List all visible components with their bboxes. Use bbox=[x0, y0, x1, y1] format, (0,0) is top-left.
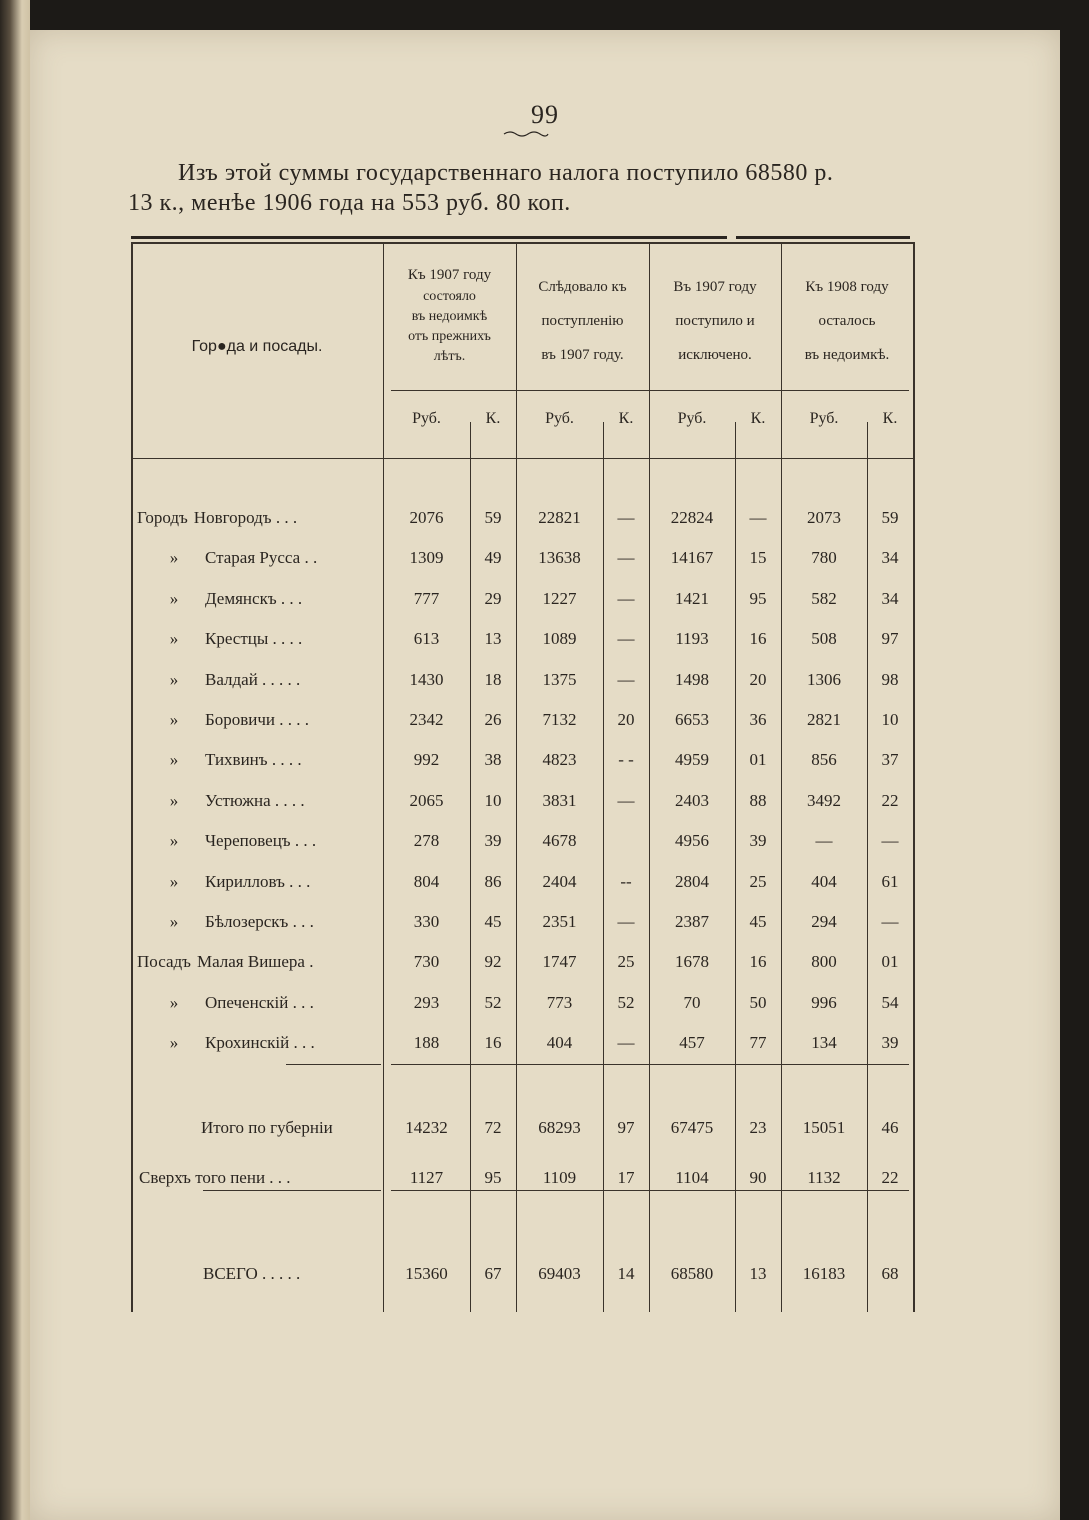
table-cell: 188 bbox=[413, 1033, 440, 1053]
paragraph-line-1: Изъ этой суммы государственнаго налога поступило 68580 р. bbox=[178, 160, 834, 186]
row-label: Итого по губерніи bbox=[201, 1118, 333, 1137]
table-cell: 14167 bbox=[670, 548, 714, 568]
row-name bbox=[131, 579, 395, 619]
row-label: Тихвинъ . . . . bbox=[205, 750, 302, 770]
table-cell: 23 bbox=[749, 1118, 767, 1137]
row-name bbox=[131, 983, 395, 1023]
table-cell: 1309 bbox=[409, 548, 444, 568]
table-cell: 39 bbox=[484, 831, 502, 851]
table-cell: 16 bbox=[749, 952, 767, 972]
row-prefix: » bbox=[169, 831, 179, 851]
table-cell: 50 bbox=[749, 992, 767, 1012]
table-cell: 613 bbox=[413, 629, 440, 649]
row-label: Новгородъ . . . bbox=[193, 508, 298, 527]
table-cell: 4678 bbox=[542, 831, 577, 851]
row-prefix: » bbox=[169, 588, 179, 608]
table-cell: 34 bbox=[881, 588, 899, 608]
row-name bbox=[131, 821, 395, 861]
row-name bbox=[131, 1023, 395, 1063]
subheader-rub-3: Руб. bbox=[677, 410, 707, 427]
row-label: Старая Русса . . bbox=[205, 548, 318, 568]
table-cell: — bbox=[617, 629, 635, 649]
table-cell: 49 bbox=[484, 548, 502, 568]
table-row bbox=[131, 821, 921, 861]
row-prefix: » bbox=[169, 790, 179, 810]
table-cell: 13638 bbox=[538, 548, 581, 568]
row-label: Устюжна . . . . bbox=[205, 790, 305, 810]
subheader-rub-4: Руб. bbox=[809, 410, 839, 427]
header-arrears-1907: Къ 1907 году состояло въ недоимкѣ отъ прежнихъ лѣтъ. bbox=[407, 267, 492, 364]
subheader-kop-2: К. bbox=[618, 410, 634, 427]
row-prefix: » bbox=[169, 669, 179, 689]
table-cell: 52 bbox=[484, 992, 502, 1012]
document-page bbox=[30, 30, 1060, 1520]
table-row bbox=[131, 700, 921, 740]
table-cell: 67475 bbox=[670, 1118, 714, 1137]
table-cell: - - bbox=[618, 750, 634, 770]
row-name bbox=[131, 619, 395, 659]
table-cell: 59 bbox=[484, 508, 502, 527]
table-cell: 88 bbox=[749, 790, 767, 810]
table-cell: 2821 bbox=[807, 710, 841, 729]
table-cell: 2065 bbox=[409, 790, 444, 810]
table-cell: 25 bbox=[617, 952, 635, 972]
itogo-line bbox=[391, 1064, 909, 1065]
table-cell: 97 bbox=[617, 1118, 635, 1137]
table-cell: 2403 bbox=[675, 790, 709, 810]
table-cell: 14232 bbox=[405, 1118, 448, 1137]
table-cell: — bbox=[749, 508, 767, 527]
top-rule-left bbox=[131, 236, 727, 239]
table-cell: 1089 bbox=[542, 629, 577, 649]
table-row bbox=[131, 862, 921, 902]
row-name bbox=[131, 740, 395, 780]
table-cell: 278 bbox=[413, 831, 440, 851]
table-row bbox=[131, 983, 921, 1023]
table-cell: 1227 bbox=[542, 588, 577, 608]
penalties-row bbox=[131, 1158, 921, 1198]
intro-paragraph bbox=[128, 158, 920, 218]
table-cell: 1306 bbox=[807, 669, 841, 689]
table-cell: 330 bbox=[413, 912, 440, 931]
table-cell: 294 bbox=[811, 912, 837, 931]
table-cell: — bbox=[815, 831, 833, 851]
row-label: ВСЕГО . . . . . bbox=[203, 1264, 301, 1283]
header-divider bbox=[391, 390, 909, 391]
table-cell: 1678 bbox=[675, 952, 709, 972]
table-cell: 780 bbox=[811, 548, 837, 568]
table-row bbox=[131, 619, 921, 659]
table-cell: 14 bbox=[617, 1264, 635, 1283]
table-cell: 86 bbox=[484, 871, 502, 891]
table-cell: 730 bbox=[413, 952, 440, 972]
row-label: Малая Вишера . bbox=[196, 952, 314, 972]
total-row-guberniya bbox=[131, 1108, 921, 1148]
table-row bbox=[131, 538, 921, 578]
row-name bbox=[131, 538, 395, 578]
table-cell: 16 bbox=[484, 1033, 502, 1053]
table-cell: 22 bbox=[881, 790, 899, 810]
table-cell: 2076 bbox=[409, 508, 444, 527]
table-cell: 13 bbox=[749, 1264, 767, 1283]
row-label: Череповецъ . . . bbox=[205, 831, 317, 851]
table-cell: 39 bbox=[749, 831, 767, 851]
table-cell: 1132 bbox=[807, 1168, 841, 1187]
row-label: Бѣлозерскъ . . . bbox=[205, 912, 314, 931]
table-cell: 22824 bbox=[670, 508, 714, 527]
table-cell: 800 bbox=[811, 952, 837, 972]
table-cell: 67 bbox=[484, 1264, 502, 1283]
table-cell: 293 bbox=[413, 992, 440, 1012]
table-cell: 508 bbox=[811, 629, 837, 649]
row-name bbox=[131, 781, 395, 821]
row-prefix: » bbox=[169, 871, 179, 891]
row-label: Кирилловъ . . . bbox=[205, 871, 311, 891]
table-cell: 17 bbox=[617, 1168, 635, 1187]
table-cell: 68293 bbox=[538, 1118, 581, 1137]
table-cell: 1747 bbox=[542, 952, 577, 972]
table-cell: 10 bbox=[881, 710, 899, 729]
table-cell: 52 bbox=[617, 992, 635, 1012]
table-cell: 6653 bbox=[675, 710, 709, 729]
table-cell: 22821 bbox=[538, 508, 581, 527]
row-prefix: » bbox=[169, 1033, 179, 1053]
table-cell: 16183 bbox=[802, 1264, 846, 1283]
table-cell: 1421 bbox=[675, 588, 709, 608]
page-number: 99 bbox=[531, 100, 559, 129]
row-prefix: » bbox=[169, 912, 179, 931]
header-due-1907: Слѣдовало къ поступленію въ 1907 году. bbox=[538, 279, 627, 363]
table-cell: 7132 bbox=[542, 710, 577, 729]
header-cities: Гор●да и посады. bbox=[191, 338, 323, 355]
table-cell: 2073 bbox=[807, 508, 841, 527]
table-cell: 13 bbox=[484, 629, 502, 649]
table-cell: 45 bbox=[484, 912, 502, 931]
header-received-1907: Въ 1907 году поступило и исключено. bbox=[673, 279, 757, 363]
table-cell: 36 bbox=[749, 710, 767, 729]
row-prefix: » bbox=[169, 750, 179, 770]
table-cell: — bbox=[617, 548, 635, 568]
table-cell: 39 bbox=[881, 1033, 899, 1053]
table-cell: 1109 bbox=[542, 1168, 577, 1187]
table-cell: 69403 bbox=[538, 1264, 581, 1283]
row-prefix: » bbox=[169, 710, 179, 729]
table-cell: 61 bbox=[881, 871, 899, 891]
table-cell: 77 bbox=[749, 1033, 767, 1053]
table-cell: 1193 bbox=[675, 629, 709, 649]
subheader-bottom-line bbox=[131, 458, 915, 459]
subheader-rub-2: Руб. bbox=[545, 410, 574, 427]
table-cell: 773 bbox=[546, 992, 573, 1012]
table-cell: 2387 bbox=[675, 912, 709, 931]
table-row bbox=[131, 1023, 921, 1063]
table-cell: 777 bbox=[413, 588, 440, 608]
table-cell: 37 bbox=[881, 750, 899, 770]
table-cell: -- bbox=[620, 871, 632, 891]
table-cell: 92 bbox=[484, 952, 502, 972]
subheader-kop-1: К. bbox=[485, 410, 501, 427]
scan-binding-edge bbox=[0, 0, 30, 1520]
table-cell: 59 bbox=[881, 508, 899, 527]
table-cell: — bbox=[617, 1033, 635, 1053]
table-cell: 404 bbox=[811, 871, 837, 891]
table-cell: 95 bbox=[749, 588, 767, 608]
table-cell: 1127 bbox=[409, 1168, 444, 1187]
table-cell: 582 bbox=[811, 588, 837, 608]
row-name bbox=[131, 700, 395, 740]
table-cell: — bbox=[617, 912, 635, 931]
subheader-kop-4: К. bbox=[882, 410, 898, 427]
table-cell: 3492 bbox=[807, 790, 841, 810]
row-prefix: » bbox=[169, 629, 179, 649]
table-cell: 29 bbox=[484, 588, 502, 608]
subheader-kop-3: К. bbox=[750, 410, 766, 427]
page-number-flourish bbox=[502, 130, 550, 138]
table-cell: 4956 bbox=[675, 831, 709, 851]
row-name bbox=[131, 660, 395, 700]
table-cell: 25 bbox=[749, 871, 767, 891]
table-row bbox=[131, 902, 921, 942]
itogo-line-left bbox=[286, 1064, 381, 1065]
table-cell: 38 bbox=[484, 750, 502, 770]
table-cell: — bbox=[881, 912, 899, 931]
table-cell: 15 bbox=[749, 548, 767, 568]
table-cell bbox=[603, 821, 649, 861]
subheader-rub-1: Руб. bbox=[412, 410, 441, 427]
table-cell: 404 bbox=[546, 1033, 573, 1053]
table-cell: — bbox=[617, 669, 635, 689]
table-row bbox=[131, 498, 921, 538]
table-cell: 1430 bbox=[409, 669, 444, 689]
table-cell: 01 bbox=[749, 750, 767, 770]
table-row bbox=[131, 660, 921, 700]
table-cell: 16 bbox=[749, 629, 767, 649]
table-cell: 1104 bbox=[675, 1168, 709, 1187]
table-cell: 1375 bbox=[542, 669, 577, 689]
table-cell: 97 bbox=[881, 629, 899, 649]
table-cell: 20 bbox=[749, 669, 767, 689]
row-prefix: » bbox=[169, 992, 179, 1012]
row-name bbox=[131, 902, 395, 942]
top-rule-right bbox=[736, 236, 910, 239]
row-label: Демянскъ . . . bbox=[205, 588, 303, 608]
arrears-table bbox=[131, 242, 921, 1342]
table-cell: 3831 bbox=[542, 790, 577, 810]
table-row bbox=[131, 781, 921, 821]
table-cell: 992 bbox=[413, 750, 440, 770]
table-cell: 996 bbox=[811, 992, 837, 1012]
row-name bbox=[131, 942, 383, 982]
table-cell: 4823 bbox=[542, 750, 577, 770]
row-label: Опеченскій . . . bbox=[205, 992, 314, 1012]
table-cell: 856 bbox=[811, 750, 837, 770]
row-prefix: » bbox=[169, 548, 179, 568]
table-cell: 18 bbox=[484, 669, 502, 689]
table-cell: 95 bbox=[484, 1168, 502, 1187]
table-cell: 22 bbox=[881, 1168, 899, 1187]
table-cell: 68 bbox=[881, 1264, 899, 1283]
table-cell: 54 bbox=[881, 992, 899, 1012]
table-cell: 457 bbox=[679, 1033, 705, 1053]
table-cell: 2351 bbox=[542, 912, 577, 931]
table-cell: 46 bbox=[881, 1118, 899, 1137]
table-row bbox=[131, 579, 921, 619]
table-cell: 90 bbox=[749, 1168, 767, 1187]
row-label: Валдай . . . . . bbox=[205, 669, 301, 689]
table-cell: 2804 bbox=[675, 871, 709, 891]
table-cell: 20 bbox=[617, 710, 635, 729]
row-name bbox=[131, 498, 383, 538]
row-label: Сверхъ того пени . . . bbox=[139, 1168, 291, 1187]
table-cell: — bbox=[617, 790, 635, 810]
table-cell: — bbox=[881, 831, 899, 851]
table-cell: 01 bbox=[881, 952, 899, 972]
table-cell: 10 bbox=[484, 790, 502, 810]
table-row bbox=[131, 942, 921, 982]
table-cell: 804 bbox=[413, 871, 440, 891]
table-cell: 1498 bbox=[675, 669, 709, 689]
table-cell: 15051 bbox=[802, 1118, 846, 1137]
table-cell: 2342 bbox=[409, 710, 444, 729]
table-cell: 98 bbox=[881, 669, 899, 689]
grand-total-row bbox=[131, 1254, 921, 1294]
table-cell: 4959 bbox=[675, 750, 709, 770]
row-label: Боровичи . . . . bbox=[205, 710, 310, 729]
row-prefix: Посадъ bbox=[137, 952, 191, 972]
table-cell: 70 bbox=[683, 992, 701, 1012]
row-prefix: Городъ bbox=[137, 508, 188, 527]
table-cell: 72 bbox=[484, 1118, 502, 1137]
table-cell: 68580 bbox=[670, 1264, 714, 1283]
row-name bbox=[131, 862, 395, 902]
header-remaining-1908: Къ 1908 году осталось въ недоимкѣ. bbox=[804, 279, 890, 363]
table-cell: 134 bbox=[811, 1033, 837, 1053]
table-cell: 15360 bbox=[405, 1264, 448, 1283]
table-row bbox=[131, 740, 921, 780]
table-top-line bbox=[131, 242, 915, 244]
row-label: Крохинскій . . . bbox=[205, 1033, 315, 1053]
table-cell: — bbox=[617, 508, 635, 527]
table-cell: 45 bbox=[749, 912, 767, 931]
row-label: Крестцы . . . . bbox=[205, 629, 303, 649]
table-cell: — bbox=[617, 588, 635, 608]
table-cell: 26 bbox=[484, 710, 502, 729]
paragraph-line-2: 13 к., менѣе 1906 года на 553 руб. 80 коп. bbox=[128, 190, 571, 216]
table-cell: 2404 bbox=[542, 871, 577, 891]
table-cell: 34 bbox=[881, 548, 899, 568]
